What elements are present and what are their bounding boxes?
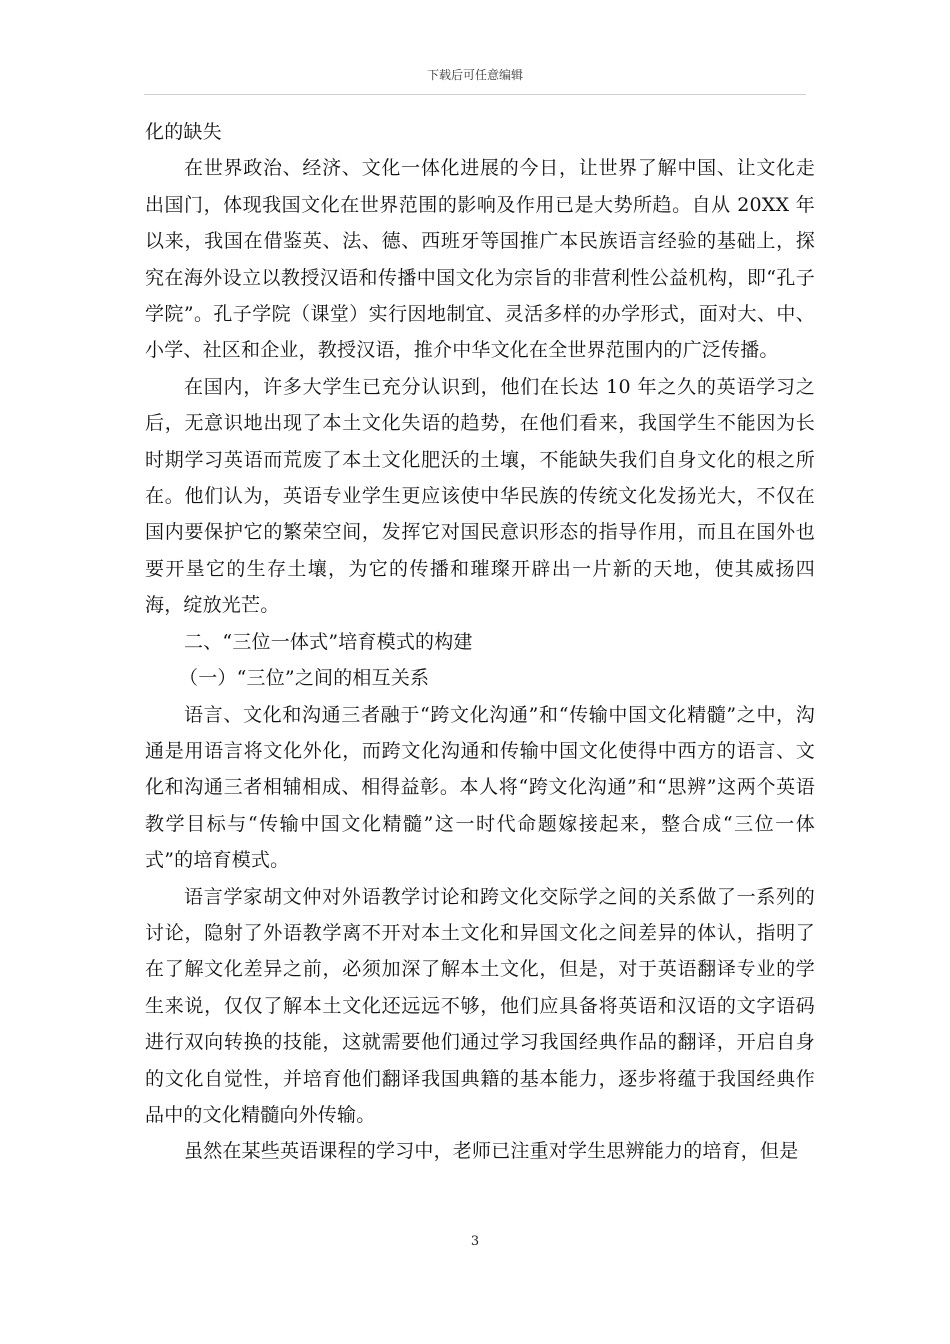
paragraph: 在国内，许多大学生已充分认识到，他们在长达 10 年之久的英语学习之后，无意识地出现了本土文化失语的趋势，在他们看来，我国学生不能因为长时期学习英语而荒废了本土文化肥沃的土壤，不能缺失我们自身文化的根之所在。他们认为，英语专业学生更应该使中华民族的传统文化发扬光大，不仅在国内要保护它的繁荣空间，发挥它对国民意识形态的指导作用，而且在国外也要开垦它的生存土壤，为它的传播和璀璨开辟出一片新的天地，使其威扬四海，绽放光芒。 — [145, 375, 815, 617]
paragraph: 语言、文化和沟通三者融于“跨文化沟通”和“传输中国文化精髓”之中，沟通是用语言将文化外化，而跨文化沟通和传输中国文化使得中西方的语言、文化和沟通三者相辅相成、相得益彰。本人将“跨文化沟通”和“思辨”这两个英语教学目标与“传输中国文化精髓”这一时代命题嫁接起来，整合成“三位一体式”的培育模式。 — [145, 703, 815, 872]
header-divider — [144, 94, 806, 95]
paragraph: 语言学家胡文仲对外语教学讨论和跨文化交际学之间的关系做了一系列的讨论，隐射了外语教学离不开对本土文化和异国文化之间差异的体认，指明了在了解文化差异之前，必须加深了解本土文化，但是，对于英语翻译专业的学生来说，仅仅了解本土文化还远远不够，他们应具备将英语和汉语的文字语码进行双向转换的技能，这就需要他们通过学习我国经典作品的翻译，开启自身的文化自觉性，并培育他们翻译我国典籍的基本能力，逐步将蕴于我国经典作品中的文化精髓向外传输。 — [145, 885, 815, 1126]
document-body — [145, 114, 815, 1170]
paragraph: 在世界政治、经济、文化一体化进展的今日，让世界了解中国、让文化走出国门，体现我国文化在世界范围的影响及作用已是大势所趋。自从 20XX 年以来，我国在借鉴英、法、德、西班牙等国推广本民族语言经验的基础上，探究在海外设立以教授汉语和传播中国文化为宗旨的非营利性公益机构，即“孔子学院”。孔子学院（课堂）实行因地制宜、灵活多样的办学形式，面对大、中、小学、社区和企业，教授汉语，推介中华文化在全世界范围内的广泛传播。 — [145, 157, 815, 362]
page-header: 下载后可任意编辑 — [426, 68, 523, 82]
paragraph: 虽然在某些英语课程的学习中，老师已注重对学生思辨能力的培育，但是 — [184, 1140, 799, 1163]
section-heading: 二、“三位一体式”培育模式的构建 — [184, 630, 473, 653]
subsection-heading: （一）“三位”之间的相互关系 — [179, 667, 430, 690]
paragraph-continuation: 化的缺失 — [145, 121, 222, 143]
page-number: 3 — [470, 1234, 480, 1249]
